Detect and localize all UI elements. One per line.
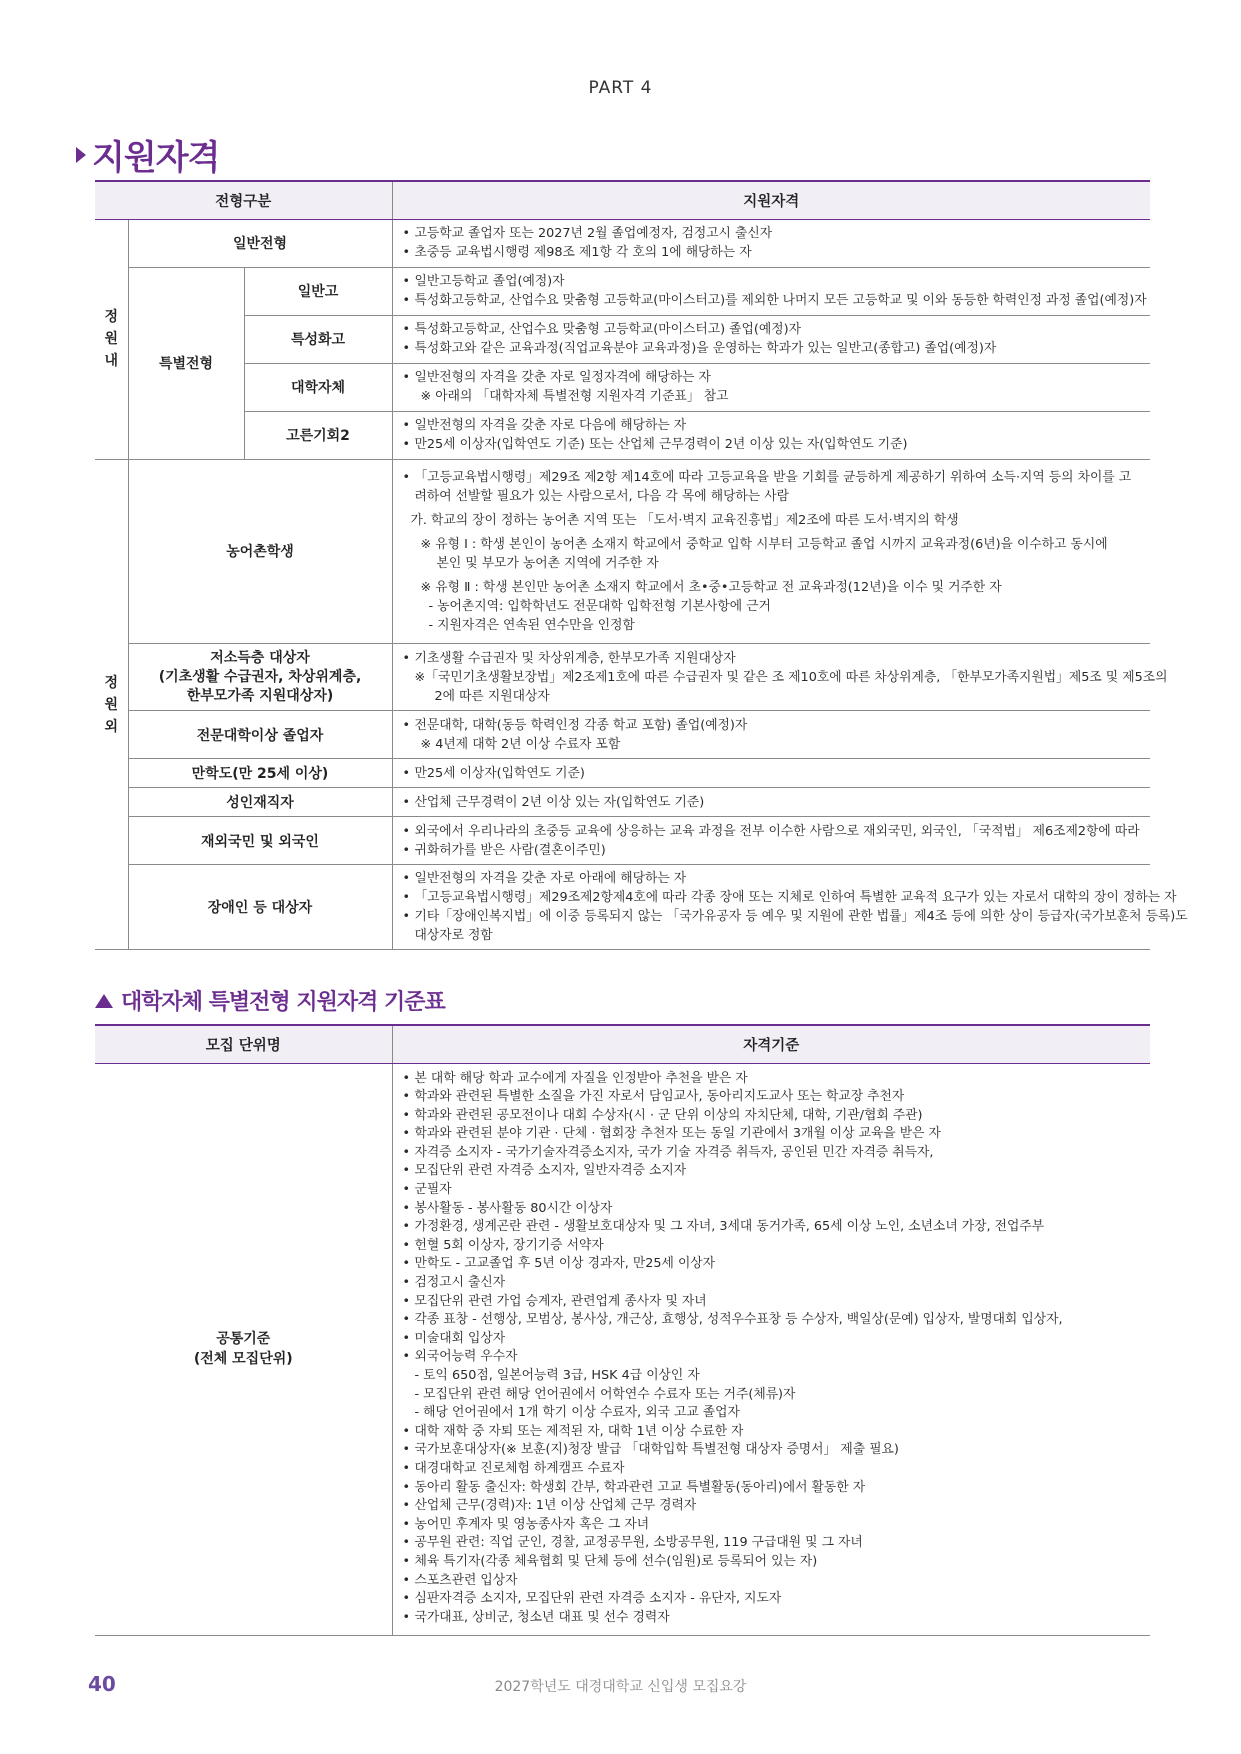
special-university-label: 대학자체	[244, 363, 392, 411]
page-number: 40	[88, 1672, 116, 1696]
list-item: • 산업체 근무(경력)자: 1년 이상 산업체 근무 경력자	[403, 1497, 1141, 1516]
footer-text: 2027학년도 대경대학교 신입생 모집요강	[494, 1679, 747, 1695]
list-sub-item: - 토익 650점, 일본어능력 3급, HSK 4급 이상인 자	[414, 1368, 700, 1383]
col-header-unit: 모집 단위명	[95, 1025, 392, 1063]
list-item: • 국가보훈대상자(※ 보훈(지)청장 발급 「대학입학 특별전형 대상자 증명서」 제출 필요)	[403, 1441, 1141, 1460]
list-item: • 동아리 활동 출신자: 학생회 간부, 학과관련 고교 특별활동(동아리)에서 활동한 자	[403, 1479, 1141, 1498]
list-item: • 국가대표, 상비군, 청소년 대표 및 선수 경력자	[403, 1609, 1141, 1628]
list-item: • 헌혈 5회 이상자, 장기기증 서약자	[403, 1237, 1141, 1256]
sub-section-title	[95, 985, 445, 1016]
general-content: • 고등학교 졸업자 또는 2027년 2월 졸업예정자, 검정고시 출신자 • 초중등 교육법시행령 제98조 제1항 각 호의 1에 해당하는 자	[392, 219, 1150, 267]
list-item: • 농어민 후계자 및 영농종사자 혹은 그 자녀	[403, 1516, 1141, 1535]
college-grad-label: 전문대학이상 졸업자	[128, 711, 392, 759]
list-item: • 본 대학 해당 학과 교수에게 자질을 인정받아 추천을 받은 자	[403, 1070, 1141, 1089]
worker-label: 성인재직자	[128, 788, 392, 817]
list-item: • 가정환경, 생계곤란 관련 - 생활보호대상자 및 그 자녀, 3세대 동거가족, 65세 이상 노인, 소년소녀 가장, 전업주부	[403, 1218, 1141, 1237]
disabled-label: 장애인 등 대상자	[128, 865, 392, 950]
table-row	[95, 411, 1150, 459]
common-criteria-content	[392, 1063, 1150, 1636]
list-item: • 학과와 관련된 공모전이나 대회 수상자(시 · 군 단위 이상의 자치단체, 대학, 기관/협회 주관)	[403, 1107, 1141, 1126]
list-item: • 검정고시 출신자	[403, 1274, 1141, 1293]
col-header-category: 전형구분	[95, 181, 392, 219]
list-item: • 스포츠관련 입상자	[403, 1572, 1141, 1591]
table-row	[95, 1063, 1150, 1636]
late-learner-content: • 만25세 이상자(입학연도 기준)	[392, 759, 1150, 788]
criteria-table	[95, 1024, 1150, 1636]
list-sub-item: - 모집단위 관련 해당 언어권에서 어학연수 수료자 또는 거주(체류)자	[414, 1386, 796, 1402]
table-row	[95, 460, 1150, 644]
foreign-label: 재외국민 및 외국인	[128, 817, 392, 865]
list-item: • 만학도 - 고교졸업 후 5년 이상 경과자, 만25세 이상자	[403, 1255, 1141, 1274]
section-title-text: 지원자격	[92, 138, 220, 178]
list-item: • 미술대회 입상자	[403, 1330, 1141, 1349]
table-row	[95, 817, 1150, 865]
rural-label: 농어촌학생	[128, 460, 392, 644]
list-item: • 대학 재학 중 자퇴 또는 제적된 자, 대학 1년 이상 수료한 자	[403, 1423, 1141, 1442]
title-bullet-icon	[76, 147, 86, 163]
table-row	[95, 315, 1150, 363]
list-item: • 대경대학교 진로체험 하계캠프 수료자	[403, 1460, 1141, 1479]
list-item: • 자격증 소지자 - 국가기술자격증소지자, 국가 기술 자격증 취득자, 공인된 민간 자격증 취득자,	[403, 1144, 1141, 1163]
table-row	[95, 644, 1150, 711]
special-general-content: • 일반고등학교 졸업(예정)자 • 특성화고등학교, 산업수요 맞춤형 고등학교(마이스터고)를 제외한 나머지 모든 고등학교 및 이와 동등한 학력인정 과정 졸업(예정)자	[392, 267, 1150, 315]
triangle-icon	[95, 994, 113, 1008]
sub-section-title-text: 대학자체 특별전형 지원자격 기준표	[121, 990, 445, 1015]
special-vocational-content: • 특성화고등학교, 산업수요 맞춤형 고등학교(마이스터고) 졸업(예정)자 • 특성화고와 같은 교육과정(직업교육분야 교육과정)을 운영하는 학과가 있는 일반고(종합고) 졸업(예정)자	[392, 315, 1150, 363]
table-row	[95, 759, 1150, 788]
late-learner-label: 만학도(만 25세 이상)	[128, 759, 392, 788]
list-item: • 봉사활동 - 봉사활동 80시간 이상자	[403, 1200, 1141, 1219]
table-row	[95, 788, 1150, 817]
list-item: • 각종 표창 - 선행상, 모범상, 봉사상, 개근상, 효행상, 성적우수표창 등 수상자, 백일상(문예) 입상자, 발명대회 입상자,	[403, 1311, 1141, 1330]
disabled-content: • 일반전형의 자격을 갖춘 자로 아래에 해당하는 자 • 「고등교육법시행령」제29조제2항제4호에 따라 각종 장애 또는 지체로 인하여 특별한 교육적 요구가 있는 자로서 대학의 장이 정하는 자 • 기타「장애인복지법」에 이중 등록되지 않는 「국가유공자 등 예우 및 지원에 관한 법률」제4조 등에 의한 상이 등급자(국가보훈처 등록)도 대상자로 정함	[392, 865, 1150, 950]
col-header-qualification: 지원자격	[392, 181, 1150, 219]
special-general-label: 일반고	[244, 267, 392, 315]
worker-content: • 산업체 근무경력이 2년 이상 있는 자(입학연도 기준)	[392, 788, 1150, 817]
rural-content: • 「고등교육법시행령」제29조 제2항 제14호에 따라 고등교육을 받을 기회를 균등하게 제공하기 위하여 소득·지역 등의 차이를 고려하여 선발할 필요가 있는 사람으로서, 다음 각 목에 해당하는 사람 가. 학교의 장이 정하는 농어촌 지역 또는 「도서·벽지 교육진흥법」제2조에 따른 도서·벽지의 학생 ※ 유형 Ⅰ : 학생 본인이 농어촌 소재지 학교에서 중학교 입학 시부터 고등학교 졸업 시까지 교육과정(6년)을 이수하고 동시에 본인 및 부모가 농어촌 지역에 거주한 자 ※ 유형 Ⅱ : 학생 본인만 농어촌 소재지 학교에서 초•중•고등학교 전 교육과정(12년)을 이수 및 거주한 자 - 농어촌지역: 입학학년도 전문대학 입학전형 기본사항에 근거 - 지원자격은 연속된 연수만을 인정함	[392, 460, 1150, 644]
in-quota-label: 정 원 내	[95, 219, 128, 460]
out-quota-label: 정 원 외	[95, 460, 128, 950]
low-income-content: • 기초생활 수급권자 및 차상위계층, 한부모가족 지원대상자 ※「국민기초생활보장법」제2조제1호에 따른 수급권자 및 같은 조 제10호에 따른 차상위계층, 「한부모가족지원법」제5조 및 제5조의 2에 따른 지원대상자	[392, 644, 1150, 711]
table-row	[95, 219, 1150, 267]
col-header-criteria: 자격기준	[392, 1025, 1150, 1063]
special-equal-content: • 일반전형의 자격을 갖춘 자로 다음에 해당하는 자 • 만25세 이상자(입학연도 기준) 또는 산업체 근무경력이 2년 이상 있는 자(입학연도 기준)	[392, 411, 1150, 459]
list-item: • 군필자	[403, 1181, 1141, 1200]
special-university-content: • 일반전형의 자격을 갖춘 자로 일정자격에 해당하는 자 ※ 아래의 「대학자체 특별전형 지원자격 기준표」 참고	[392, 363, 1150, 411]
list-sub-item: - 해당 언어권에서 1개 학기 이상 수료자, 외국 고교 졸업자	[414, 1405, 740, 1421]
list-item: • 학과와 관련된 분야 기관 · 단체 · 협회장 추천자 또는 동일 기관에서 3개월 이상 교육을 받은 자	[403, 1125, 1141, 1144]
list-item: • 심판자격증 소지자, 모집단위 관련 자격증 소지자 - 유단자, 지도자	[403, 1590, 1141, 1609]
table-row	[95, 711, 1150, 759]
eligibility-table	[95, 180, 1188, 950]
list-item: • 모집단위 관련 자격증 소지자, 일반자격증 소지자	[403, 1162, 1141, 1181]
table-row	[95, 363, 1150, 411]
table-row	[95, 865, 1150, 950]
table-header-row	[95, 1025, 1150, 1063]
table-header-row	[95, 181, 1150, 219]
low-income-label: 저소득층 대상자 (기초생활 수급권자, 차상위계층, 한부모가족 지원대상자)	[128, 644, 392, 711]
common-criteria-label: 공통기준 (전체 모집단위)	[95, 1063, 392, 1636]
section-title	[76, 130, 219, 179]
general-label: 일반전형	[128, 219, 392, 267]
foreign-content: • 외국에서 우리나라의 초중등 교육에 상응하는 교육 과정을 전부 이수한 사람으로 재외국민, 외국인, 「국적법」 제6조제2항에 따라 • 귀화허가를 받은 사람(결혼이주민)	[392, 817, 1150, 865]
list-item: • 공무원 관련: 직업 군인, 경찰, 교정공무원, 소방공무원, 119 구급대원 및 그 자녀	[403, 1534, 1141, 1553]
list-item: • 외국어능력 우수자	[403, 1348, 1141, 1367]
college-grad-content: • 전문대학, 대학(동등 학력인정 각종 학교 포함) 졸업(예정)자 ※ 4년제 대학 2년 이상 수료자 포함	[392, 711, 1150, 759]
special-vocational-label: 특성화고	[244, 315, 392, 363]
special-label: 특별전형	[128, 267, 244, 459]
part-label: PART 4	[588, 78, 653, 98]
special-equal-label: 고른기회2	[244, 411, 392, 459]
list-item: • 체육 특기자(각종 체육협회 및 단체 등에 선수(임원)로 등록되어 있는 자)	[403, 1553, 1141, 1572]
table-row	[95, 267, 1150, 315]
list-item: • 학과와 관련된 특별한 소질을 가진 자로서 담임교사, 동아리지도교사 또는 학교장 추천자	[403, 1088, 1141, 1107]
list-item: • 모집단위 관련 가업 승계자, 관련업계 종사자 및 자녀	[403, 1293, 1141, 1312]
